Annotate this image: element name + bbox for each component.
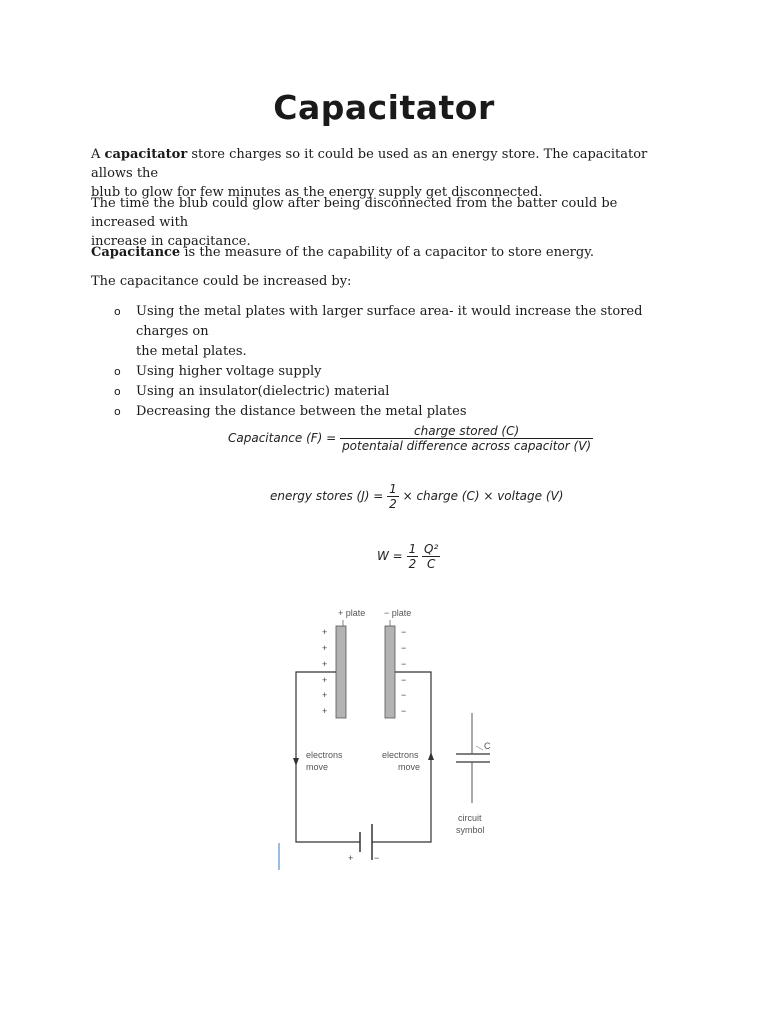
bullet-marker: o <box>114 405 121 418</box>
battery-minus-sign: − <box>374 853 380 863</box>
equation-fraction-half: $\frac{1}{2}$ <box>408 542 417 571</box>
bullet-marker: o <box>114 365 121 378</box>
paragraph-glow-time: The time the blub could glow after being disconnected from the batter could be increased with increase in capacitance. <box>91 196 618 249</box>
list-item: o Using an insulator(dielectric) material <box>91 382 671 402</box>
minus-sign: − <box>401 627 407 637</box>
minus-sign: − <box>401 675 407 685</box>
electrons-label-right: electrons <box>382 750 419 760</box>
equation-fraction: $\frac{\text{charge stored (C)}}{\text{potentaial difference across capacitor (V)}}$ <box>342 424 592 453</box>
minus-sign: − <box>401 643 407 653</box>
battery-plus-sign: + <box>348 853 354 863</box>
bullet-marker: o <box>114 385 121 398</box>
minus-sign: − <box>401 706 407 716</box>
plus-plate-label: + plate <box>338 608 366 618</box>
equation-lhs: Capacitance (F) = <box>228 431 337 445</box>
paragraph-increase-intro: The capacitance could be increased by: <box>91 274 352 289</box>
list-item: o Using the metal plates with larger surface area- it would increase the stored charges on the metal plates. <box>114 304 643 359</box>
page-title: Capacitator <box>273 88 495 127</box>
minus-sign: − <box>401 659 407 669</box>
list-item: o Decreasing the distance between the metal plates <box>91 402 671 422</box>
plus-sign: + <box>322 643 328 653</box>
equation-lhs: W = <box>377 549 403 563</box>
move-label-left: move <box>306 762 329 772</box>
capacitor-circuit-diagram <box>276 598 506 873</box>
right-arrow-up <box>428 752 434 760</box>
move-label-right: move <box>398 762 421 772</box>
positive-plate <box>336 626 346 718</box>
capacitor-symbol-label: C <box>484 741 491 751</box>
equation-work <box>377 542 440 571</box>
minus-sign: − <box>401 690 407 700</box>
equation-lhs: energy stores (J) = <box>270 489 384 503</box>
paragraph-capacitator-intro: A capacitator store charges so it could be used as an energy store. The capacitator allows the blub to glow for few minutes as the energy supply get disconnected. <box>91 147 648 200</box>
term-capacitator: capacitator <box>104 147 188 162</box>
equation-rhs: × charge (C) × voltage (V) <box>402 489 564 503</box>
plus-sign: + <box>322 675 328 685</box>
capacitor-label-pointer <box>476 746 483 750</box>
symbol-label: symbol <box>456 825 485 835</box>
electrons-label-left: electrons <box>306 750 343 760</box>
term-capacitance: Capacitance <box>91 245 181 260</box>
increase-methods-list <box>91 302 671 422</box>
equation-fraction-q-over-c: $\frac{\text{Q²}}{C}$ <box>424 542 439 571</box>
minus-plate-label: − plate <box>384 608 412 618</box>
paragraph-capacitance-definition: Capacitance is the measure of the capability of a capacitor to store energy. <box>91 245 594 260</box>
circuit-label: circuit <box>458 813 482 823</box>
bullet-marker: o <box>114 305 121 318</box>
plus-sign: + <box>322 627 328 637</box>
plus-sign: + <box>322 690 328 700</box>
left-arrow-down <box>293 758 299 766</box>
list-item: o Using higher voltage supply <box>91 362 671 382</box>
negative-plate <box>385 626 395 718</box>
plus-sign: + <box>322 659 328 669</box>
equation-fraction: $\frac{1}{2}$ <box>389 482 397 511</box>
equation-capacitance <box>228 424 593 453</box>
equation-energy-stored <box>270 482 563 511</box>
plus-sign: + <box>322 706 328 716</box>
